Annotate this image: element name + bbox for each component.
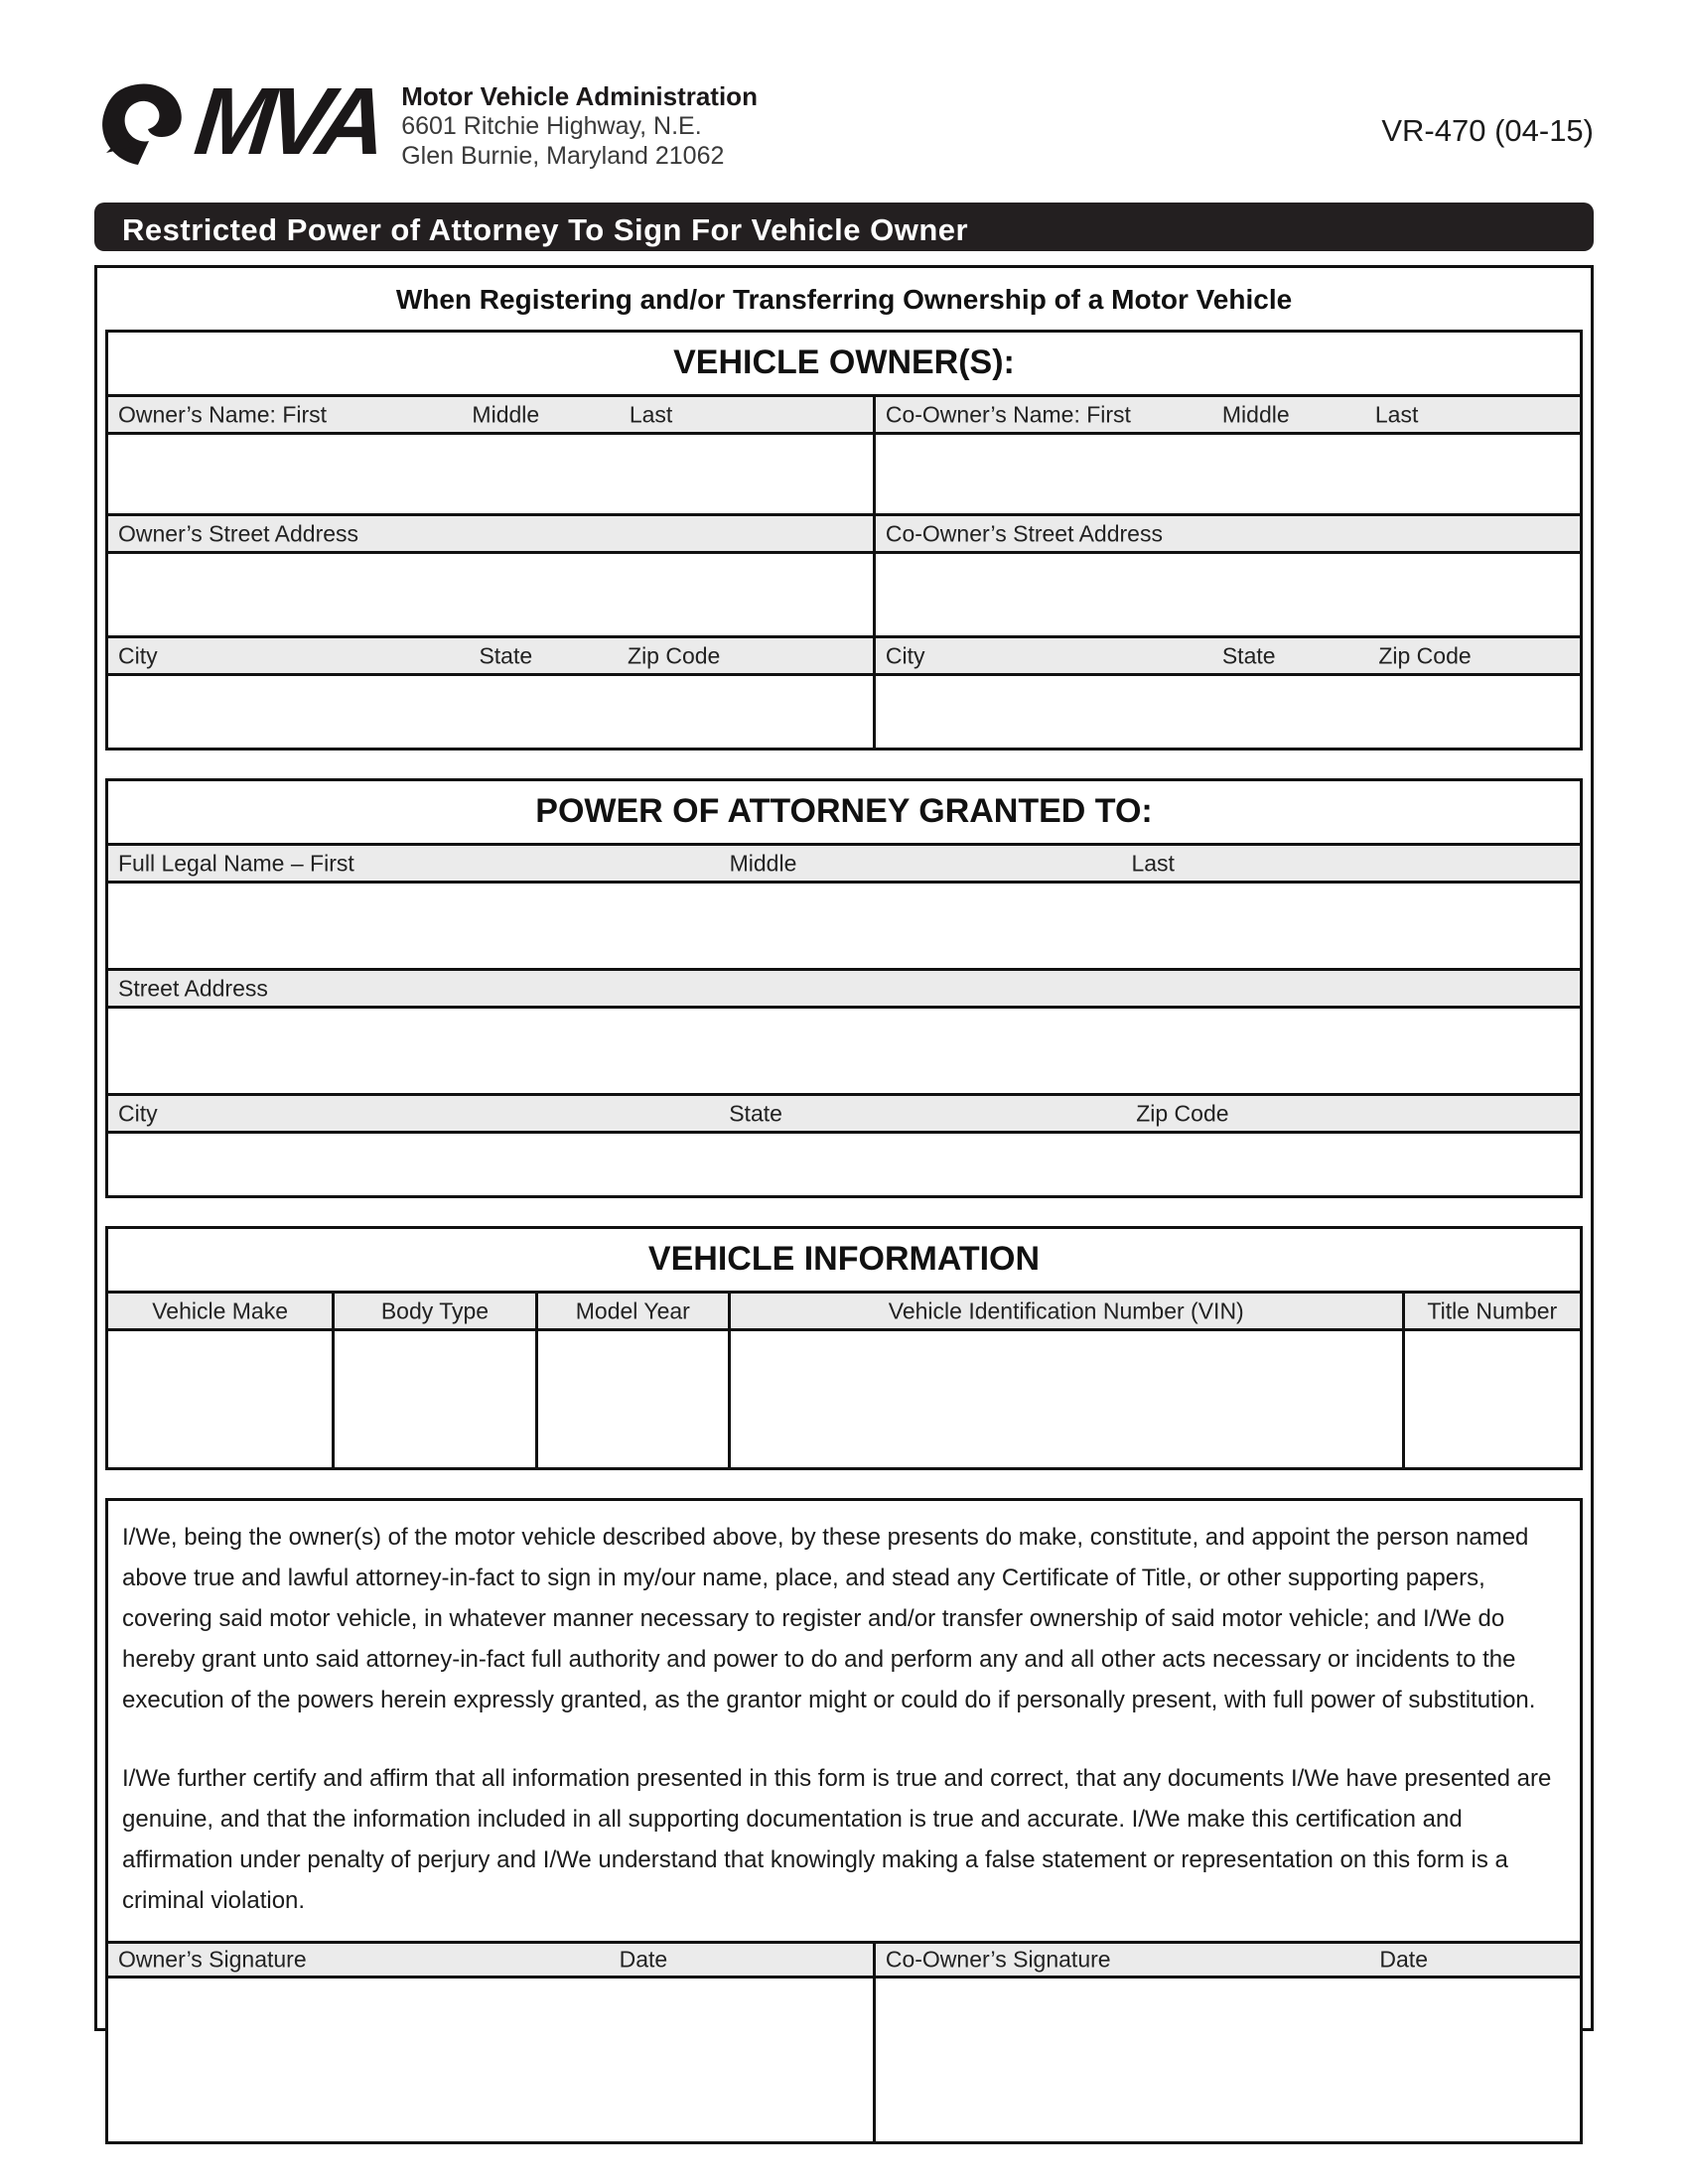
model-year-label: Model Year [575,1297,690,1323]
agency-address-block [401,81,758,171]
certification-text [108,1501,1580,1941]
owner-signature-label: Owner’s Signature [118,1946,307,1973]
owner-street-label: Owner’s Street Address [118,520,359,546]
model-year-header [538,1294,731,1328]
vehicle-info-column-labels [108,1294,1580,1331]
owner-zip-label: Zip Code [628,642,721,668]
co-owner-name-label: Co-Owner’s Name: First [885,401,1131,427]
owner-signature-input[interactable] [108,1979,876,2141]
poa-heading: POWER OF ATTORNEY GRANTED TO: [108,781,1580,846]
vehicle-make-input[interactable] [108,1331,335,1467]
agency-address-line1: 6601 Ritchie Highway, N.E. [401,112,702,140]
poa-city-label: City [118,1100,158,1126]
owner-name-labels [108,397,876,432]
agency-name: Motor Vehicle Administration [401,81,758,111]
form-header [94,69,1594,197]
poa-street-input[interactable] [108,1009,1580,1096]
poa-section [105,778,1583,1198]
model-year-input[interactable] [538,1331,731,1467]
co-owner-name-labels [876,397,1580,432]
mva-logo-word: MVA [190,68,385,175]
owner-name-input[interactable] [108,435,876,513]
owner-middle-label: Middle [472,401,540,427]
poa-city-label-row [108,1096,1580,1134]
mva-logo-icon [94,75,194,175]
co-owner-street-label: Co-Owner’s Street Address [885,520,1163,546]
form-subtitle: When Registering and/or Transferring Ownership of a Motor Vehicle [395,284,1293,315]
vin-header [731,1294,1405,1328]
poa-middle-label: Middle [729,850,797,876]
certification-paragraph-1: I/We, being the owner(s) of the motor vehicle described above, by these presents do make, constitute, and appoint the person named above true and lawful attorney-in-fact to sign in my/our name, place, and stead any Certificate of Title, or other supporting papers, covering said motor vehicle, in whatever manner necessary to register and/or transfer ownership of said motor vehicle; and I/We do hereby grant unto said attorney-in-fact full authority and power to do and perform any and all other acts necessary or incidents to the execution of the powers herein expressly granted, as the grantor might or could do if personally present, with full power of substitution. [122,1524,1536,1713]
title-number-header [1405,1294,1580,1328]
owner-signature-labels [108,1944,876,1976]
vehicle-info-section [105,1226,1583,1470]
owner-city-label-row [108,638,1580,676]
poa-name-input[interactable] [108,884,1580,971]
co-owner-zip-label: Zip Code [1378,642,1472,668]
title-number-label: Title Number [1427,1297,1558,1323]
vin-label: Vehicle Identification Number (VIN) [888,1297,1244,1323]
co-owner-signature-labels [876,1944,1580,1976]
co-owner-city-labels [876,638,1580,673]
body-type-label: Body Type [380,1297,490,1323]
poa-state-label: State [729,1100,782,1126]
body-type-header [335,1294,538,1328]
vin-input[interactable] [731,1331,1405,1467]
poa-city-input[interactable] [108,1134,1580,1195]
owner-street-label-row [108,516,1580,554]
co-owner-name-input[interactable] [876,435,1580,513]
signature-input-row [108,1979,1580,2141]
title-number-input[interactable] [1405,1331,1580,1467]
owner-date-label: Date [619,1946,668,1973]
certification-paragraph-2: I/We further certify and affirm that all information presented in this form is true and correct, that any documents I/We have presented are genuine, and that the information included in all supporting documentation is true and accurate. I/We make this certification and affirmation under penalty of perjury and I/We understand that knowingly making a false statement or representation on this form is a criminal violation. [122,1765,1552,1914]
co-owner-state-label: State [1221,642,1276,668]
poa-street-label-row [108,971,1580,1009]
co-owner-city-label: City [885,642,925,668]
agency-address-line2: Glen Burnie, Maryland 21062 [401,142,725,170]
co-owner-street-labels [876,516,1580,551]
vehicle-make-header [108,1294,335,1328]
certification-section [105,1498,1583,2144]
form-number: VR-470 (04-15) [1381,113,1594,148]
owner-city-input[interactable] [108,676,876,748]
owner-last-label: Last [629,401,673,427]
owner-city-labels [108,638,876,673]
owner-city-label: City [118,642,158,668]
owner-name-label: Owner’s Name: First [118,401,328,427]
owner-street-input[interactable] [108,554,876,635]
poa-name-label-row [108,846,1580,884]
owner-state-label: State [479,642,533,668]
co-owner-last-label: Last [1374,401,1419,427]
form-body [94,265,1594,2031]
poa-street-label: Street Address [118,975,268,1001]
owner-name-input-row [108,435,1580,516]
vehicle-info-heading: VEHICLE INFORMATION [108,1229,1580,1294]
co-owner-date-label: Date [1379,1946,1428,1973]
co-owner-city-input[interactable] [876,676,1580,748]
co-owner-signature-label: Co-Owner’s Signature [885,1946,1111,1973]
poa-last-label: Last [1131,850,1175,876]
owner-street-input-row [108,554,1580,638]
vehicle-info-input-row [108,1331,1580,1467]
owner-street-labels [108,516,876,551]
poa-name-label: Full Legal Name – First [118,850,354,876]
co-owner-street-input[interactable] [876,554,1580,635]
owner-name-label-row [108,397,1580,435]
co-owner-signature-input[interactable] [876,1979,1580,2141]
owner-city-input-row [108,676,1580,748]
body-type-input[interactable] [335,1331,538,1467]
vehicle-owners-heading: VEHICLE OWNER(S): [108,333,1580,397]
poa-zip-label: Zip Code [1136,1100,1229,1126]
vehicle-owners-section [105,330,1583,751]
form-title-bar: Restricted Power of Attorney To Sign For Vehicle Owner [94,203,1594,251]
signature-label-row [108,1941,1580,1979]
mva-logo [94,69,758,175]
co-owner-middle-label: Middle [1221,401,1290,427]
vehicle-make-label: Vehicle Make [152,1297,289,1323]
